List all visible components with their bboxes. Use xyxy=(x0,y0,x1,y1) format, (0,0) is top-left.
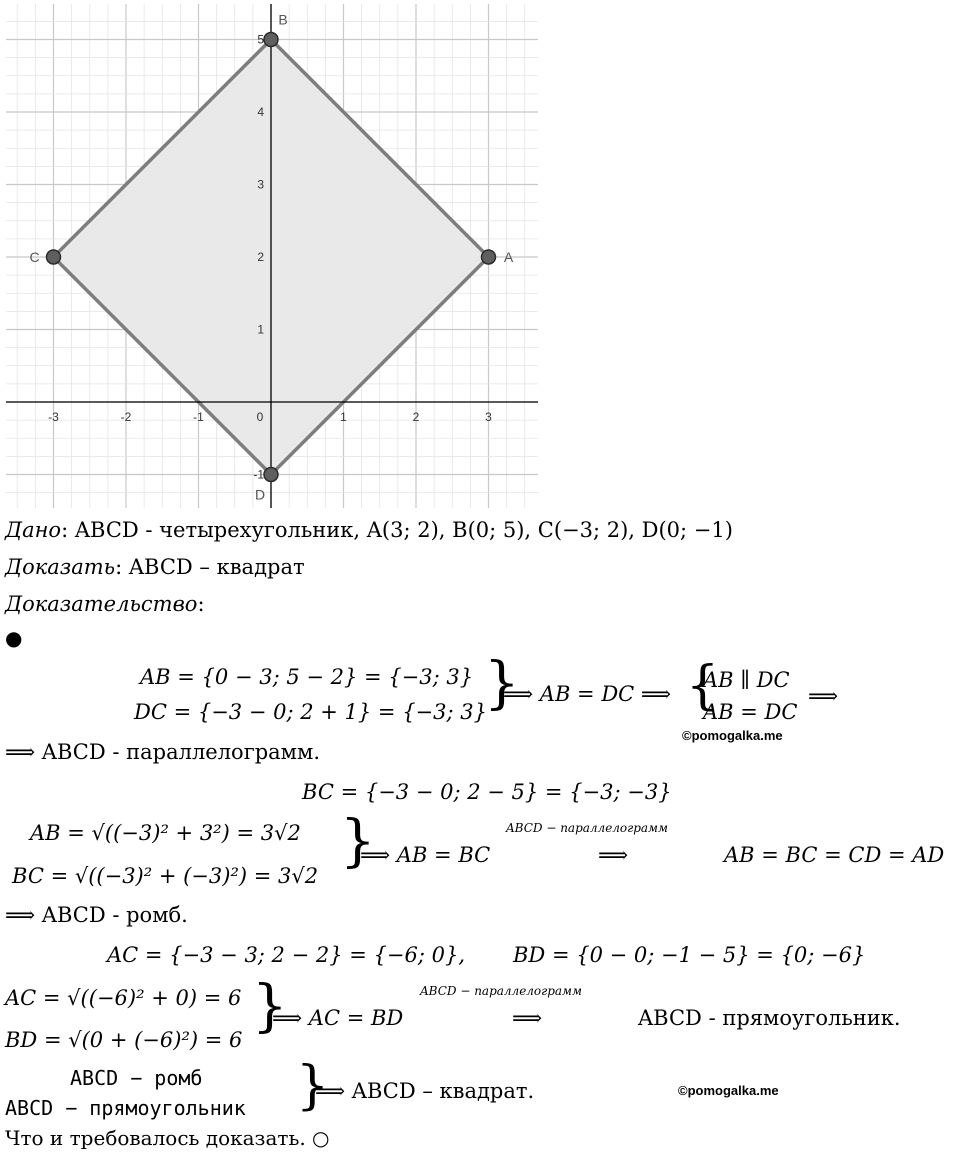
given-line xyxy=(5,520,733,541)
vertex-b-label: B xyxy=(278,11,288,28)
superscript-parallelogram-1: ABCD − параллелограмм xyxy=(506,821,668,835)
superscript-parallelogram-2: ABCD − параллелограмм xyxy=(420,984,582,998)
parallelogram-conclusion: ⟹ ABCD - параллелограмм. xyxy=(5,740,320,764)
length-ab-line: AB = √((−3)² + 3²) = 3√2 xyxy=(30,821,301,845)
length-bc-line: BC = √((−3)² + (−3)²) = 3√2 xyxy=(12,864,319,888)
given-word: Дано xyxy=(5,518,62,542)
vector-bd-line: BD = {0 − 0; −1 − 5} = {0; −6} xyxy=(513,943,866,967)
x-tick-label: 3 xyxy=(485,410,492,424)
y-tick-label: 5 xyxy=(257,32,264,47)
vector-dc-line: DC = {−3 − 0; 2 + 1} = {−3; 3} xyxy=(134,700,487,724)
vector-bc-line: BC = {−3 − 0; 2 − 5} = {−3; −3} xyxy=(302,780,672,804)
vertex-d-label: D xyxy=(254,486,266,503)
brace-5: } xyxy=(296,1056,330,1116)
length-ac-line: AC = √((−6)² + 0) = 6 xyxy=(5,986,242,1010)
x-tick-label: -1 xyxy=(193,410,204,424)
condition-rectangle: ABCD − прямоугольник xyxy=(5,1096,246,1120)
x-tick-label: 0 xyxy=(256,410,264,424)
implication-arrow-1: ⟹ xyxy=(808,684,839,708)
watermark-2: ©pomogalka.me xyxy=(678,1083,779,1098)
qed-line: Что и требовалось доказать. ○ xyxy=(5,1126,330,1150)
square-conclusion: ⟹ ABCD – квадрат. xyxy=(315,1079,535,1103)
proof-colon: : xyxy=(197,592,205,616)
proof-word: Доказательство xyxy=(5,592,198,616)
all-sides-equal: AB = BC = CD = AD xyxy=(724,843,945,867)
condition-rhombus: ABCD − ромб xyxy=(70,1066,203,1090)
watermark-1: ©pomogalka.me xyxy=(682,728,783,743)
prove-word: Доказать xyxy=(5,555,116,579)
y-tick-label: 1 xyxy=(257,322,264,337)
prove-body: : ABCD – квадрат xyxy=(115,555,305,579)
vector-ac-line: AC = {−3 − 3; 2 − 2} = {−6; 0}, xyxy=(107,943,465,967)
equal-line: AB = DC xyxy=(703,700,798,724)
bullet: ● xyxy=(5,626,23,650)
long-arrow-1: ⟹ xyxy=(598,843,629,867)
prove-line xyxy=(5,557,305,578)
brace-4: } xyxy=(252,974,288,1039)
vertex-d-point xyxy=(264,468,278,482)
brace-1: } xyxy=(484,651,520,716)
vertex-a-label: A xyxy=(503,249,514,265)
y-tick-label: 3 xyxy=(257,177,264,192)
rhombus-conclusion: ⟹ ABCD - ромб. xyxy=(5,903,188,927)
ab-equals-bc: ⟹ AB = BC xyxy=(360,843,491,867)
vertex-a-point xyxy=(482,250,496,264)
ac-equals-bd: ⟹ AC = BD xyxy=(272,1006,404,1030)
coordinate-plane-figure xyxy=(0,0,540,510)
x-tick-label: -3 xyxy=(48,410,59,424)
y-tick-label: 4 xyxy=(257,105,264,119)
proof-line xyxy=(5,594,205,615)
y-tick-label: -1 xyxy=(253,467,264,482)
given-body: : ABCD - четырехугольник, A(3; 2), B(0; 5), C(−3; 2), D(0; −1) xyxy=(61,518,733,542)
rectangle-conclusion: ABCD - прямоугольник. xyxy=(638,1006,901,1030)
brace-3: } xyxy=(340,809,376,874)
vectors-equal: ⟹ AB = DC ⟹ xyxy=(503,682,672,706)
x-tick-label: 1 xyxy=(340,410,347,424)
length-bd-line: BD = √(0 + (−6)²) = 6 xyxy=(5,1028,243,1052)
x-tick-label: 2 xyxy=(412,410,420,424)
vertex-c-label: C xyxy=(29,249,40,265)
x-tick-label: -2 xyxy=(120,410,132,424)
parallel-line: AB ∥ DC xyxy=(703,668,790,692)
vertex-b-point xyxy=(264,33,278,47)
brace-2: { xyxy=(686,656,720,716)
y-tick-label: 2 xyxy=(257,250,264,264)
vector-ab-line: AB = {0 − 3; 5 − 2} = {−3; 3} xyxy=(140,665,474,689)
long-arrow-2: ⟹ xyxy=(512,1006,543,1030)
vertex-c-point xyxy=(47,250,61,264)
